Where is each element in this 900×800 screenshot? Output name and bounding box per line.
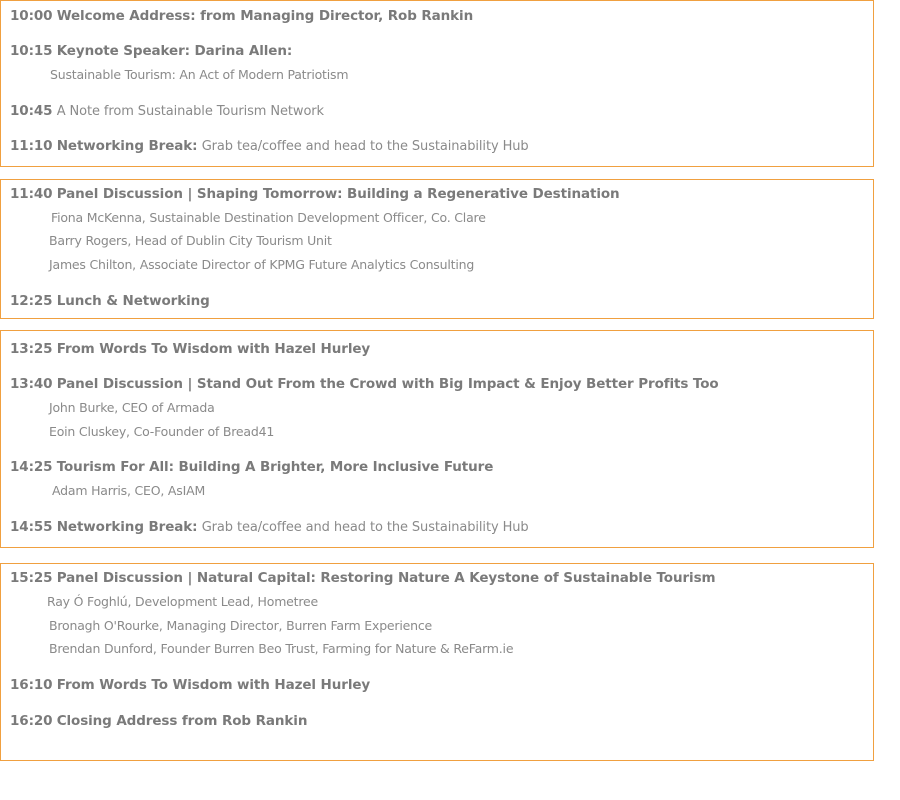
item-time: 15:25 xyxy=(10,570,53,586)
item-time: 10:00 xyxy=(10,8,53,24)
item-time: 10:45 xyxy=(10,103,53,119)
panelist: James Chilton, Associate Director of KPMG Future Analytics Consulting xyxy=(49,257,475,272)
schedule-item xyxy=(10,375,719,393)
panelist: Fiona McKenna, Sustainable Destination Development Officer, Co. Clare xyxy=(51,210,486,225)
schedule-item xyxy=(10,137,529,156)
item-time: 11:10 xyxy=(10,138,53,154)
schedule-item xyxy=(10,102,324,121)
item-title: Panel Discussion | Shaping Tomorrow: Building a Regenerative Destination xyxy=(56,186,620,202)
schedule-item xyxy=(10,42,292,60)
schedule-item xyxy=(10,340,370,358)
item-title: Networking Break: xyxy=(56,519,198,535)
schedule-block-1 xyxy=(0,0,874,167)
panelist: Barry Rogers, Head of Dublin City Tourism Unit xyxy=(49,233,332,248)
item-time: 13:25 xyxy=(10,341,53,357)
panelist: Eoin Cluskey, Co-Founder of Bread41 xyxy=(49,424,275,439)
item-time: 10:15 xyxy=(10,43,53,59)
schedule-item xyxy=(10,518,529,537)
schedule-block-3 xyxy=(0,330,874,548)
schedule-block-2 xyxy=(0,179,874,319)
item-time: 14:55 xyxy=(10,519,53,535)
item-time: 14:25 xyxy=(10,459,53,475)
schedule-item xyxy=(10,292,210,310)
item-time: 13:40 xyxy=(10,376,53,392)
panelist: Ray Ó Foghlú, Development Lead, Hometree xyxy=(47,594,319,609)
schedule-item xyxy=(10,458,493,476)
item-title: From Words To Wisdom with Hazel Hurley xyxy=(56,341,371,357)
schedule-item xyxy=(10,185,620,203)
schedule-item xyxy=(10,712,307,730)
schedule-item xyxy=(10,676,370,694)
item-title: Tourism For All: Building A Brighter, More Inclusive Future xyxy=(56,459,494,475)
panelist: Brendan Dunford, Founder Burren Beo Trust, Farming for Nature & ReFarm.ie xyxy=(49,641,514,656)
item-note: A Note from Sustainable Tourism Network xyxy=(56,104,324,119)
item-note: Grab tea/coffee and head to the Sustainability Hub xyxy=(201,520,529,535)
item-title: Networking Break: xyxy=(56,138,198,154)
schedule-item xyxy=(10,7,473,25)
item-title: Welcome Address: from Managing Director, Rob Rankin xyxy=(56,8,474,24)
schedule-block-4 xyxy=(0,563,874,761)
item-note: Grab tea/coffee and head to the Sustainability Hub xyxy=(201,139,529,154)
item-time: 16:20 xyxy=(10,713,53,729)
panelist: Bronagh O'Rourke, Managing Director, Burren Farm Experience xyxy=(49,618,433,633)
item-title: Closing Address from Rob Rankin xyxy=(56,713,308,729)
schedule-item xyxy=(10,569,715,587)
panelist: John Burke, CEO of Armada xyxy=(49,400,215,415)
item-title: Panel Discussion | Stand Out From the Crowd with Big Impact & Enjoy Better Profits Too xyxy=(56,376,719,392)
item-detail: Sustainable Tourism: An Act of Modern Patriotism xyxy=(50,67,349,82)
item-title: Panel Discussion | Natural Capital: Restoring Nature A Keystone of Sustainable Tourism xyxy=(56,570,716,586)
item-title: Keynote Speaker: Darina Allen: xyxy=(56,43,293,59)
speaker: Adam Harris, CEO, AsIAM xyxy=(52,483,206,498)
item-time: 11:40 xyxy=(10,186,53,202)
item-time: 12:25 xyxy=(10,293,53,309)
item-time: 16:10 xyxy=(10,677,53,693)
item-title: Lunch & Networking xyxy=(56,293,210,309)
item-title: From Words To Wisdom with Hazel Hurley xyxy=(56,677,371,693)
